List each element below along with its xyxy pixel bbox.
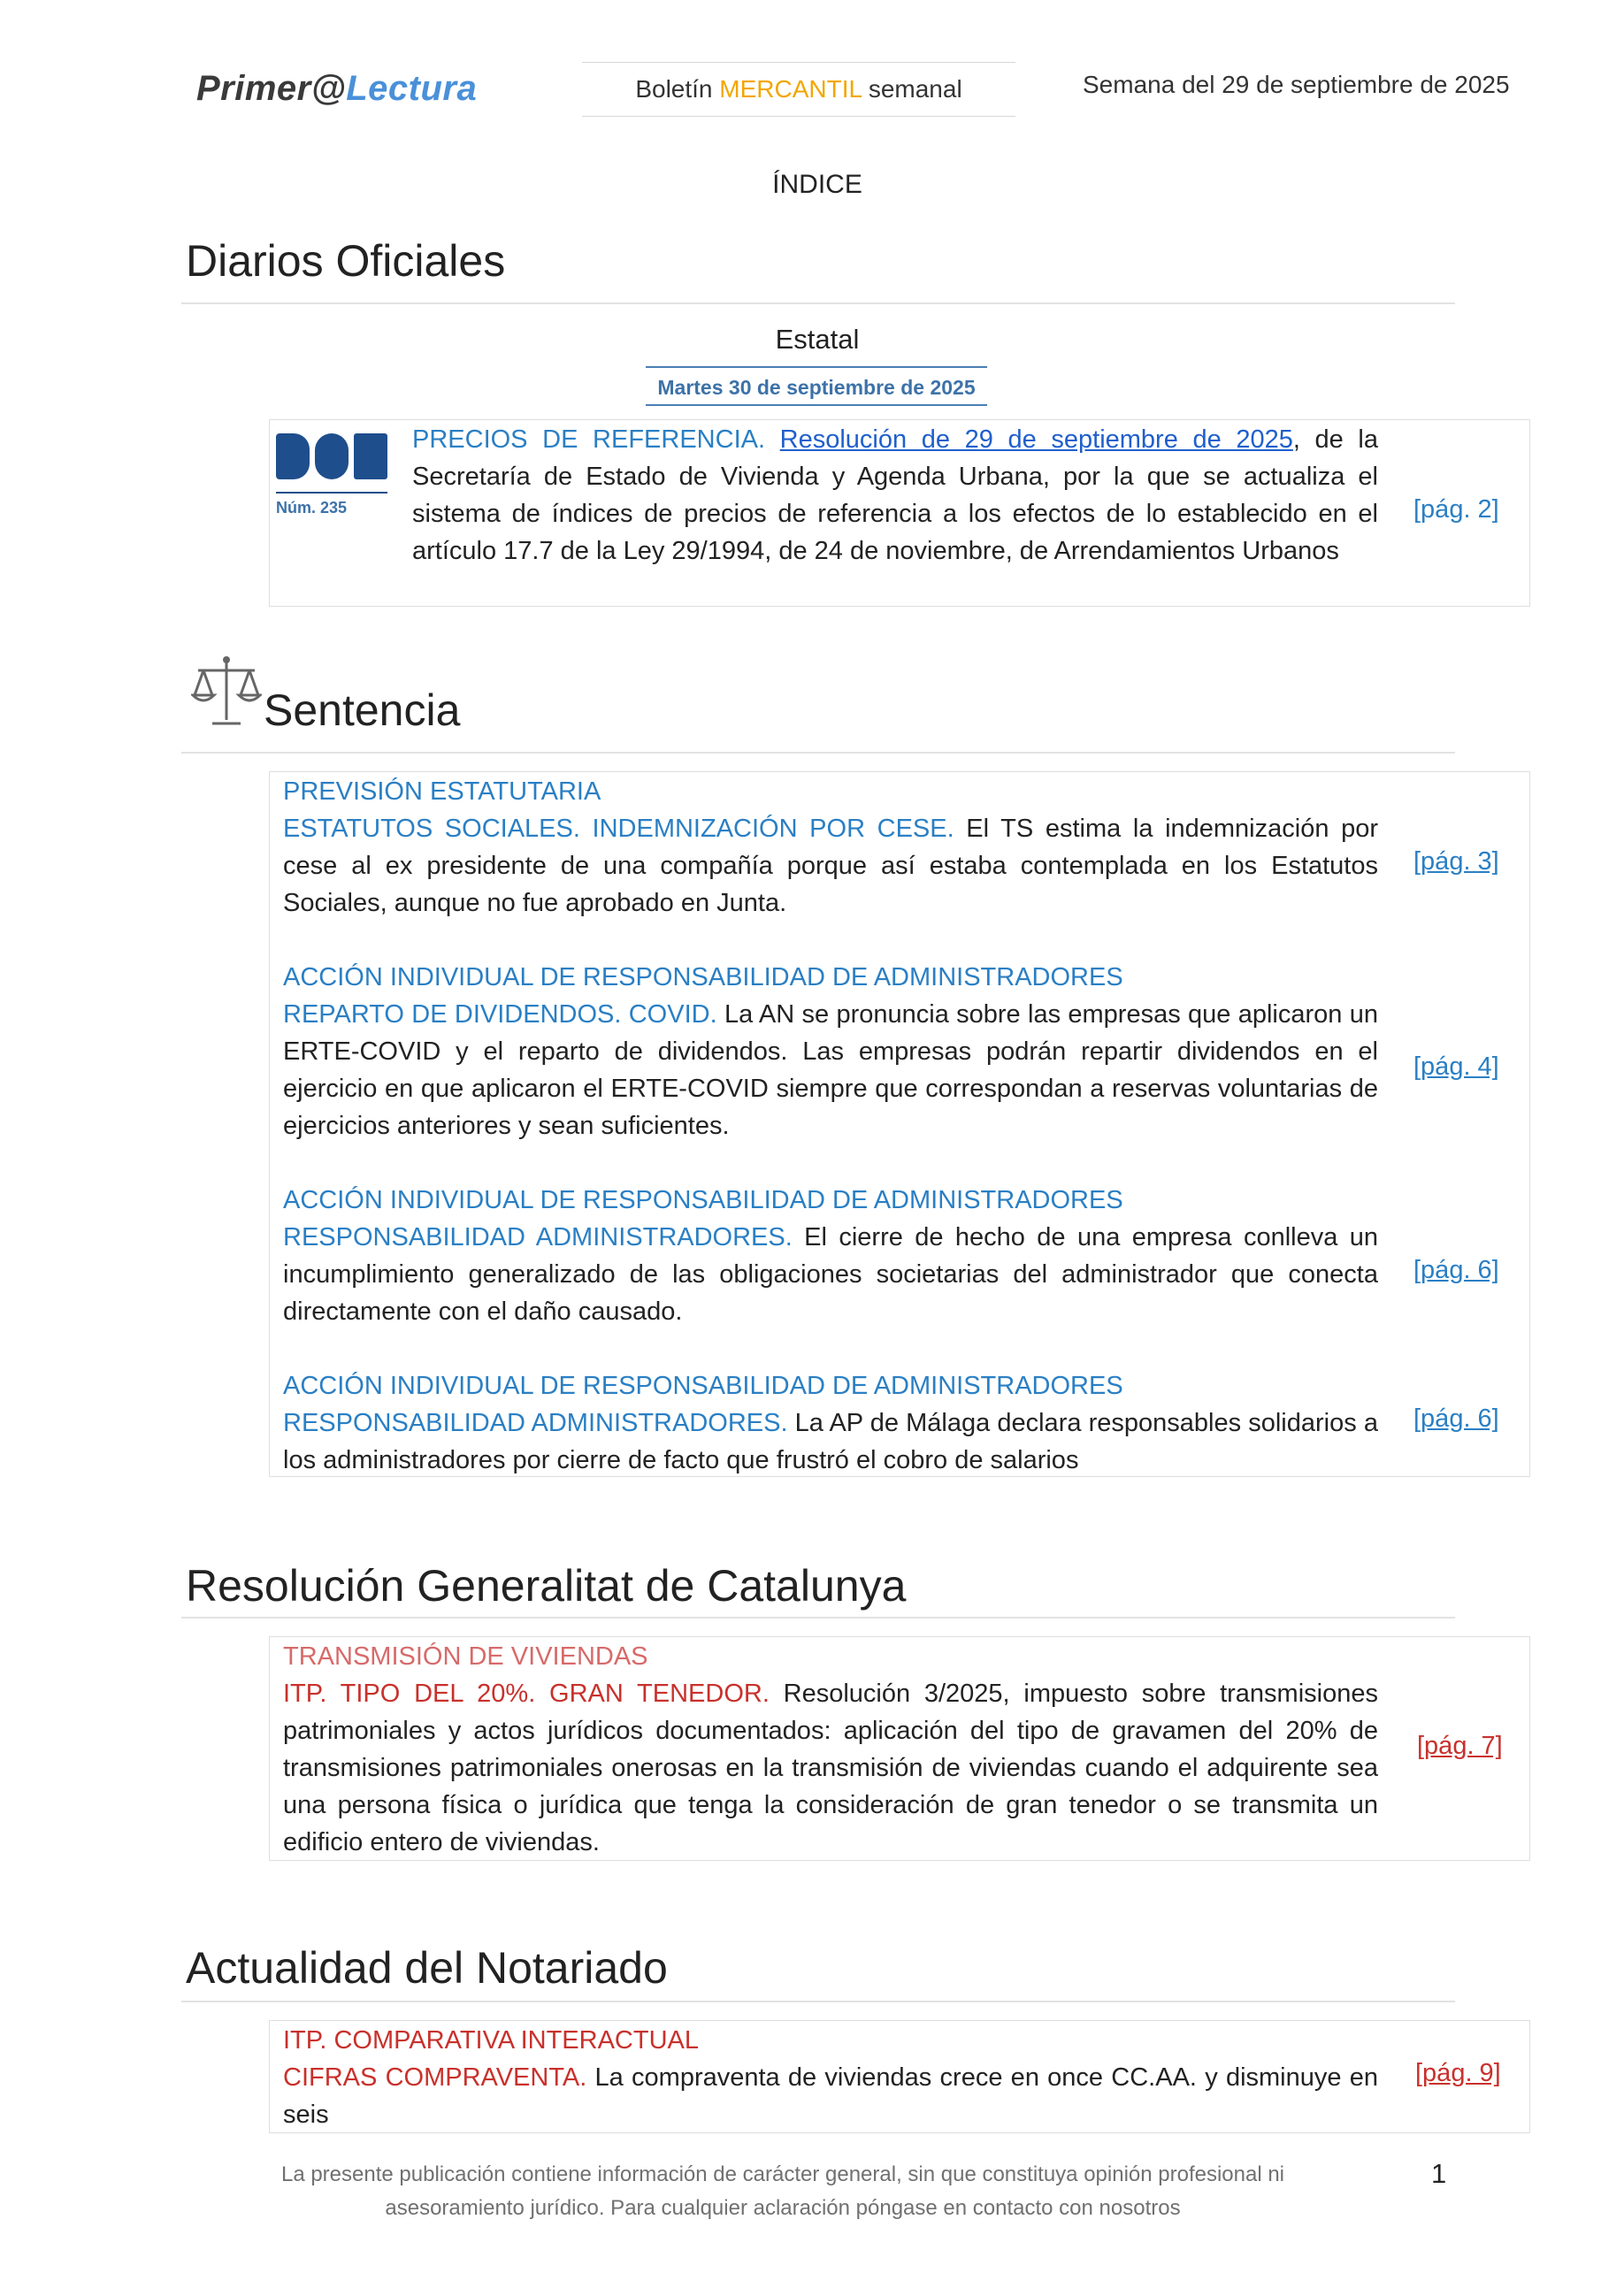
entry-category: PREVISIÓN ESTATUTARIA: [283, 777, 601, 806]
date-band: Martes 30 de septiembre de 2025: [646, 366, 987, 406]
notariado-entry: [283, 2022, 1378, 2133]
section-title-catalunya: Resolución Generalitat de Catalunya: [186, 1561, 907, 1611]
boe-number: Núm. 235: [276, 492, 387, 517]
entry-category: TRANSMISIÓN DE VIVIENDAS: [283, 1642, 648, 1671]
entry-body: El TS estima la indemnización por cese al ex presidente de una compañía porque así estaba contemplada en los Estatutos Sociales, aunque no fue aprobado en Junta.: [283, 815, 1378, 917]
entry-category: ACCIÓN INDIVIDUAL DE RESPONSABILIDAD DE ADMINISTRADORES: [283, 1186, 1123, 1214]
page-link[interactable]: [pág. 2]: [1413, 495, 1499, 524]
bulletin-accent: MERCANTIL: [719, 75, 862, 103]
week-date: Semana del 29 de septiembre de 2025: [1083, 71, 1510, 98]
entry-lead: REPARTO DE DIVIDENDOS. COVID.: [283, 1000, 717, 1029]
boe-entry-text: [412, 421, 1378, 570]
page-number: 1: [1431, 2158, 1447, 2189]
sentencia-entry-2: [283, 959, 1378, 1144]
entry-body: El cierre de hecho de una empresa conlleva un incumplimiento generalizado de las obligaciones societarias del administrador que conecta directamente con el daño causado.: [283, 1223, 1378, 1326]
page-link[interactable]: [pág. 3]: [1413, 847, 1499, 876]
section-divider: [181, 1617, 1455, 1619]
entry-body: La compraventa de viviendas crece en once CC.AA. y disminuye en seis: [283, 2063, 1378, 2129]
sentencia-entry-1: [283, 773, 1378, 922]
entry-category: ACCIÓN INDIVIDUAL DE RESPONSABILIDAD DE ADMINISTRADORES: [283, 963, 1123, 991]
bulletin-title: [582, 62, 1015, 117]
footer-line-1: La presente publicación contiene información de carácter general, sin que constituya opinión profesional ni: [280, 2162, 1285, 2186]
entry-lead: RESPONSABILIDAD ADMINISTRADORES.: [283, 1223, 793, 1251]
brand-logo: [196, 69, 477, 109]
subsection-estatal: Estatal: [775, 324, 860, 355]
scale-icon: [191, 653, 262, 729]
page-link[interactable]: [pág. 6]: [1413, 1256, 1499, 1284]
sentencia-entry-3: [283, 1182, 1378, 1330]
entry-lead: ITP. TIPO DEL 20%. GRAN TENEDOR.: [283, 1680, 770, 1708]
entry-category: ITP. COMPARATIVA INTERACTUAL: [283, 2026, 699, 2055]
entry-body: Resolución 3/2025, impuesto sobre transmisiones patrimoniales y actos jurídicos documentados: aplicación del tipo de gravamen del 20% de transmisiones patrimoniales onerosas en la transmisión de viviendas cuando el adquirente sea una persona física o jurídica que tenga la consideración de gran tenedor o se transmita un edificio entero de viviendas.: [283, 1680, 1378, 1856]
entry-lead: ESTATUTOS SOCIALES. INDEMNIZACIÓN POR CESE.: [283, 815, 954, 843]
sentencia-entry-4: [283, 1367, 1378, 1479]
resolution-link[interactable]: Resolución de 29 de septiembre de 2025: [779, 425, 1293, 454]
section-divider: [181, 752, 1455, 754]
boe-logo: [276, 433, 387, 517]
section-title-notariado: Actualidad del Notariado: [186, 1943, 668, 1993]
logo-primer: Primer@: [196, 69, 347, 108]
entry-body: , de la Secretaría de Estado de Vivienda y Agenda Urbana, por la que se actualiza el sistema de índices de precios de referencia a los efectos de lo establecido en el artículo 17.7 de la Ley 29/1994, de 24 de noviembre, de Arrendamientos Urbanos: [412, 425, 1378, 565]
entry-category: ACCIÓN INDIVIDUAL DE RESPONSABILIDAD DE ADMINISTRADORES: [283, 1372, 1123, 1400]
page-link[interactable]: [pág. 4]: [1413, 1052, 1499, 1081]
index-heading: ÍNDICE: [772, 170, 862, 199]
logo-lectura: Lectura: [346, 69, 478, 108]
section-title-diarios: Diarios Oficiales: [186, 236, 506, 286]
footer-disclaimer: [230, 2158, 1336, 2225]
section-divider: [181, 2001, 1455, 2002]
entry-body: La AN se pronuncia sobre las empresas que aplicaron un ERTE-COVID y el reparto de dividendos. Las empresas podrán repartir dividendos en el ejercicio en que aplicaron el ERTE-COVID siempre que correspondan a reservas voluntarias de ejercicios anteriores y sean suficientes.: [283, 1000, 1378, 1140]
boe-icon: [276, 433, 387, 479]
bulletin-prefix: Boletín: [635, 75, 720, 103]
catalunya-entry: [283, 1638, 1378, 1861]
entry-lead: RESPONSABILIDAD ADMINISTRADORES.: [283, 1409, 788, 1437]
page-link[interactable]: [pág. 9]: [1415, 2059, 1501, 2087]
page-link[interactable]: [pág. 6]: [1413, 1404, 1499, 1433]
page-link[interactable]: [pág. 7]: [1417, 1732, 1503, 1760]
footer-line-2: asesoramiento jurídico. Para cualquier aclaración póngase en contacto con nosotros: [385, 2196, 1181, 2220]
entry-lead: CIFRAS COMPRAVENTA.: [283, 2063, 587, 2092]
bulletin-suffix: semanal: [862, 75, 962, 103]
section-title-sentencia: Sentencia: [264, 685, 461, 735]
entry-lead: PRECIOS DE REFERENCIA.: [412, 425, 766, 454]
section-divider: [181, 302, 1455, 304]
entry-body: La AP de Málaga declara responsables solidarios a los administradores por cierre de facto que frustró el cobro de salarios: [283, 1409, 1378, 1474]
